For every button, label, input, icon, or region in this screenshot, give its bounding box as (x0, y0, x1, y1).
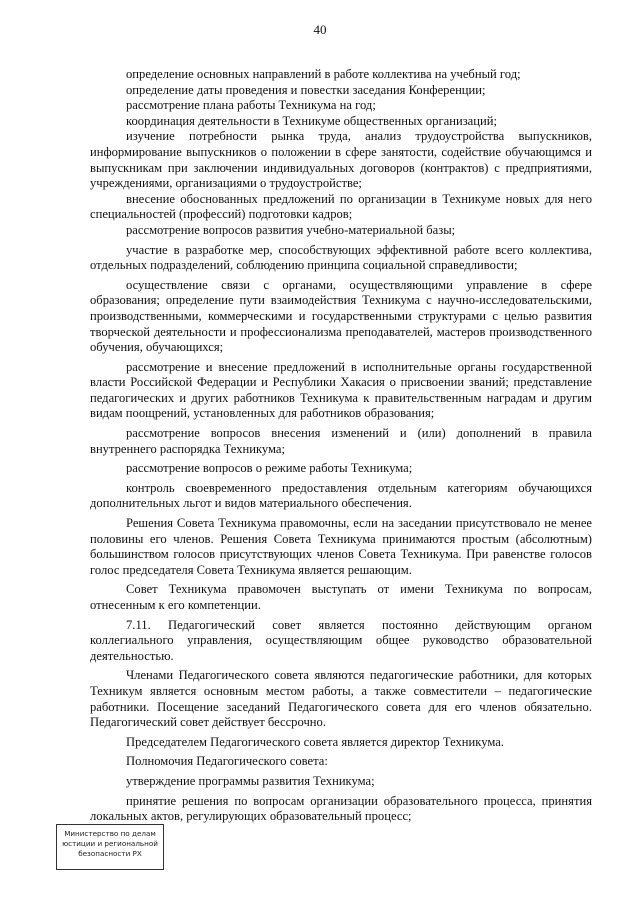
list-item: участие в разработке мер, способствующих эффективной работе всего коллектива, отдельных подразделений, соблюдению принципа социальной справедливости; (90, 242, 592, 273)
list-item: рассмотрение вопросов внесения изменений и (или) дополнений в правила внутреннего распорядка Техникума; (90, 426, 592, 456)
paragraph: Полномочия Педагогического совета: (126, 754, 328, 769)
list-item: определение основных направлений в работе коллектива на учебный год; (126, 67, 521, 81)
list-item: осуществление связи с органами, осуществляющими управление в сфере образования; определение пути взаимодействия Техникума с научно-исследовательскими, производственными, коммерческими и государственными структурами с целью развития творческой деятельности и профессионализма преподавателей, мастеров производственного обучения, обучающихся; (90, 277, 592, 355)
paragraph: 7.11. Педагогический совет является постоянно действующим органом коллегиального управления, осуществляющим общее руководство образовательной деятельностью. (90, 617, 592, 663)
list-item: утверждение программы развития Техникума; (126, 773, 375, 788)
page-number: 40 (313, 22, 327, 37)
list-item: рассмотрение вопросов о режиме работы Техникума; (126, 461, 413, 476)
stamp-line: безопасности РХ (78, 849, 142, 858)
list-item: принятие решения по вопросам организации образовательного процесса, принятия локальных актов, регулирующих образовательный процесс; (90, 793, 592, 824)
document-body (90, 67, 592, 825)
list-item: рассмотрение плана работы Техникума на год; (126, 98, 376, 113)
paragraph: Членами Педагогического совета являются педагогические работники, для которых Техникум является основным местом работы, а также совместители – педагогические работники. Посещение заседаний Педагогического совета для его членов обязательно. Педагогический совет действует бессрочно. (90, 668, 592, 730)
paragraph: Председателем Педагогического совета является директор Техникума. (126, 734, 504, 749)
list-item: координация деятельности в Техникуме общественных организаций; (126, 113, 497, 128)
ministry-stamp (56, 824, 164, 870)
paragraph: Совет Техникума правомочен выступать от имени Техникума по вопросам, отнесенным к его компетенции. (90, 582, 592, 612)
list-item: определение даты проведения и повестки заседания Конференции; (126, 82, 486, 97)
list-item: контроль своевременного предоставления отдельным категориям обучающихся дополнительных льгот и видов материального обеспечения. (90, 480, 592, 511)
stamp-line: юстиции и региональной (62, 839, 158, 848)
paragraph: Решения Совета Техникума правомочны, если на заседании присутствовало не менее половины его членов. Решения Совета Техникума принимаются простым (абсолютным) большинством голосов присутствующих членов Совета Техникума. При равенстве голосов голос председателя Совета Техникума является решающим. (90, 516, 592, 577)
list-item: внесение обоснованных предложений по организации в Техникуме новых для него специальностей (профессий) подготовки кадров; (90, 191, 592, 222)
list-item: изучение потребности рынка труда, анализ трудоустройства выпускников, информирование выпускников о положении в сфере занятости, содействие обучающимся и выпускникам при заключении индивидуальных договоров (контрактов) с предприятиями, учреждениями, организациями о трудоустройстве; (90, 129, 592, 191)
list-item: рассмотрение и внесение предложений в исполнительные органы государственной власти Российской Федерации и Республики Хакасия о присвоении званий; представление педагогических и других работников Техникума к правительственным наградам и другим видам поощрений, установленных для работников образования; (90, 359, 592, 421)
list-item: рассмотрение вопросов развития учебно-материальной базы; (126, 222, 456, 237)
stamp-line: Министерство по делам (64, 829, 156, 838)
